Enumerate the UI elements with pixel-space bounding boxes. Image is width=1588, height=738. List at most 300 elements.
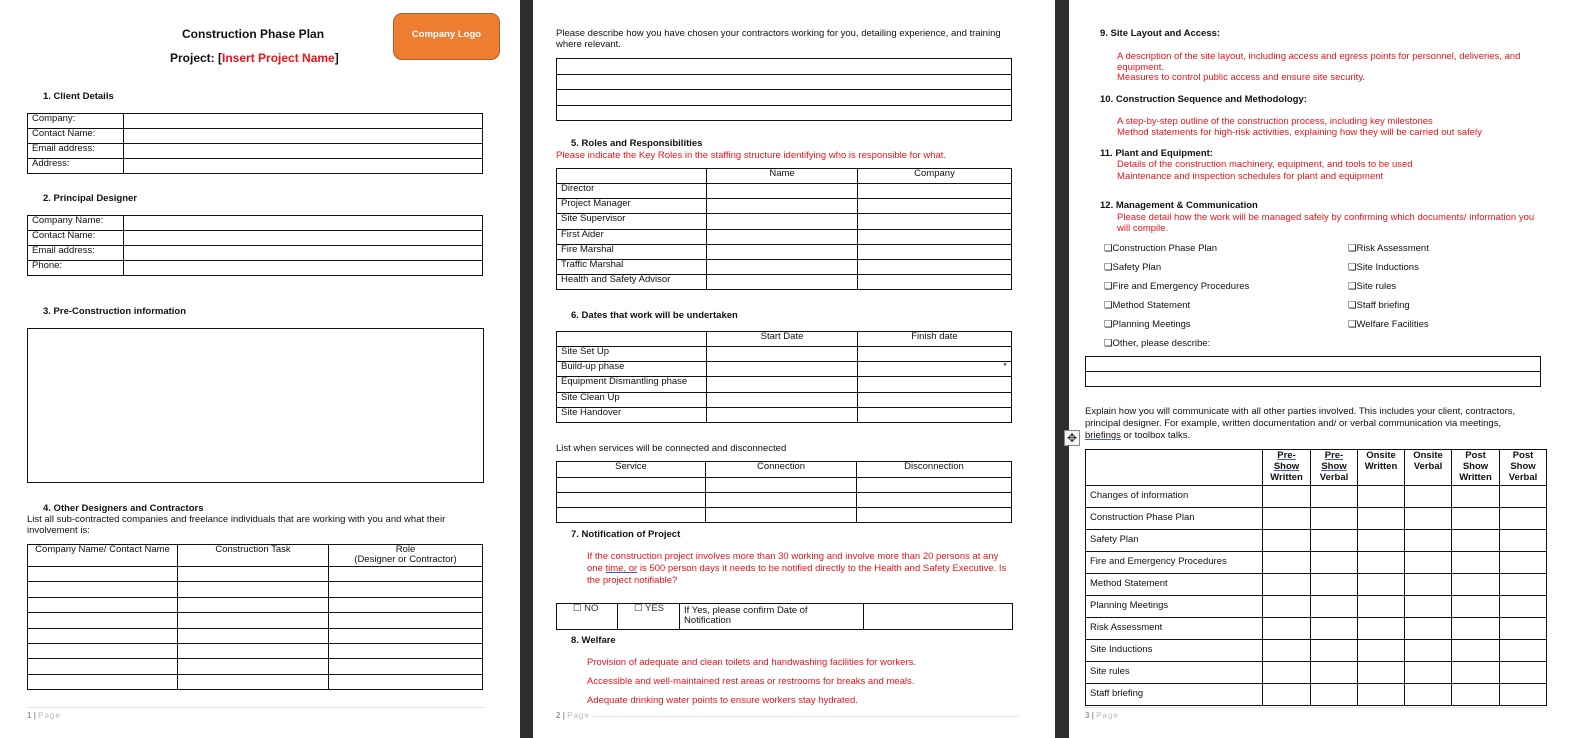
notifiable-no-checkbox[interactable]: ☐ NO <box>557 604 618 630</box>
table-cell[interactable] <box>124 114 483 129</box>
checkbox-fire-emergency[interactable]: ❑Fire and Emergency Procedures <box>1104 281 1250 292</box>
table-cell[interactable] <box>707 407 858 422</box>
column-header: Company Name/ Contact Name <box>28 545 178 567</box>
row-label: Equipment Dismantling phase <box>557 377 707 392</box>
table-row <box>557 74 1012 90</box>
table-cell[interactable] <box>707 347 858 362</box>
table-header-row <box>28 545 483 567</box>
notification-table <box>556 603 1013 630</box>
page-number: 2 <box>556 711 561 720</box>
table-row <box>1086 573 1547 595</box>
column-header <box>1311 450 1358 486</box>
page-footer: 1 | Page <box>27 711 61 720</box>
table-row <box>557 407 1012 422</box>
table-row <box>557 362 1012 377</box>
table-cell[interactable] <box>557 74 1012 90</box>
column-header <box>1452 450 1500 486</box>
table-row <box>28 567 483 582</box>
row-label: Contact Name: <box>28 231 124 246</box>
section-client-details: 1. Client Details <box>43 91 114 102</box>
table-cell[interactable] <box>28 674 178 689</box>
table-cell[interactable] <box>1086 357 1541 372</box>
table-cell[interactable] <box>1358 639 1405 661</box>
row-label: Site Inductions <box>1086 639 1263 661</box>
table-row <box>1086 529 1547 551</box>
column-header <box>1405 450 1452 486</box>
checkbox-welfare-facilities[interactable]: ❑Welfare Facilities <box>1348 319 1429 330</box>
table-row <box>28 159 483 174</box>
table-cell[interactable] <box>1405 617 1452 639</box>
services-table <box>556 461 1012 523</box>
table-row <box>557 275 1012 290</box>
table-cell[interactable] <box>857 478 1012 493</box>
table-row <box>1086 485 1547 507</box>
row-label: Project Manager <box>557 199 707 214</box>
site-layout-text: equipment. <box>1117 62 1165 73</box>
table-cell[interactable] <box>1311 639 1358 661</box>
table-cell[interactable] <box>1452 639 1500 661</box>
header-part: Post Show Verbal <box>1508 450 1538 483</box>
table-cell[interactable] <box>1500 595 1547 617</box>
column-header <box>557 169 707 184</box>
table-cell[interactable] <box>706 478 857 493</box>
table-cell[interactable] <box>28 567 178 582</box>
table-row <box>557 392 1012 407</box>
header-part: Onsite Verbal <box>1413 450 1443 472</box>
plant-text: Details of the construction machinery, equipment, and tools to be used <box>1117 159 1413 170</box>
table-row <box>557 377 1012 392</box>
section-construction-sequence: 10. Construction Sequence and Methodology: <box>1100 94 1307 105</box>
table-cell[interactable] <box>1358 683 1405 705</box>
row-label: Construction Phase Plan <box>1086 507 1263 529</box>
table-cell[interactable] <box>707 377 858 392</box>
communication-table <box>1085 449 1547 706</box>
row-label: Contact Name: <box>28 129 124 144</box>
column-header <box>557 332 707 347</box>
table-cell[interactable] <box>124 159 483 174</box>
section-other-designers: 4. Other Designers and Contractors <box>43 503 204 514</box>
table-cell[interactable] <box>557 59 1012 75</box>
row-label: Address: <box>28 159 124 174</box>
column-header: Company <box>858 169 1012 184</box>
table-cell[interactable] <box>707 214 858 229</box>
table-row <box>557 478 1012 493</box>
notification-text-2c: is 500 person days it needs to be notified directly to the Health and Safety Executive. Is <box>637 563 1007 574</box>
table-cell[interactable] <box>1452 507 1500 529</box>
section-plant-equipment: 11. Plant and Equipment: <box>1100 148 1213 159</box>
table-cell[interactable] <box>1452 551 1500 573</box>
table-cell[interactable] <box>1405 529 1452 551</box>
table-cell[interactable] <box>1500 617 1547 639</box>
table-cell[interactable] <box>1358 529 1405 551</box>
table-row <box>557 184 1012 199</box>
table-cell[interactable] <box>178 659 329 674</box>
roles-desc: Please indicate the Key Roles in the staffing structure identifying who is responsible for what. <box>556 150 947 161</box>
page-2 <box>533 0 1055 738</box>
table-row <box>1086 507 1547 529</box>
table-cell[interactable] <box>28 597 178 612</box>
table-cell[interactable] <box>329 582 483 597</box>
checkbox-risk-assessment[interactable]: ❑Risk Assessment <box>1348 243 1429 254</box>
table-cell[interactable] <box>1405 485 1452 507</box>
table-row <box>28 613 483 628</box>
table-cell[interactable] <box>1405 683 1452 705</box>
table-cell[interactable] <box>1358 507 1405 529</box>
table-cell[interactable] <box>1500 529 1547 551</box>
table-cell[interactable] <box>1452 683 1500 705</box>
table-row <box>28 144 483 159</box>
table-cell[interactable] <box>1405 573 1452 595</box>
briefings-word: briefings <box>1085 430 1121 441</box>
table-cell[interactable] <box>1263 683 1311 705</box>
row-label: Phone: <box>28 261 124 276</box>
header-part: Verbal <box>1319 471 1349 483</box>
section-site-layout: 9. Site Layout and Access: <box>1100 28 1221 39</box>
other-designers-desc-1: List all sub-contracted companies and freelance individuals that are working with you and what their <box>27 514 446 525</box>
row-label: Site Supervisor <box>557 214 707 229</box>
row-label: Site Clean Up <box>557 392 707 407</box>
table-cell[interactable] <box>1500 507 1547 529</box>
row-label: Safety Plan <box>1086 529 1263 551</box>
table-cell: * <box>858 362 1012 377</box>
table-cell[interactable] <box>1311 617 1358 639</box>
sequence-text: A step-by-step outline of the construction process, including key milestones <box>1117 116 1433 127</box>
table-cell[interactable] <box>1452 595 1500 617</box>
notification-text-1: If the construction project involves more than 30 working and involve more than 20 persons at any <box>587 551 999 562</box>
table-row <box>557 259 1012 274</box>
header-part: Post Show Written <box>1459 450 1492 483</box>
notification-date-label: If Yes, please confirm Date of Notification <box>680 604 864 630</box>
table-row <box>557 59 1012 75</box>
table-row <box>28 659 483 674</box>
table-cell[interactable] <box>857 493 1012 508</box>
table-row <box>557 493 1012 508</box>
table-cell[interactable] <box>1405 639 1452 661</box>
table-cell[interactable] <box>329 674 483 689</box>
table-cell[interactable] <box>1358 595 1405 617</box>
contractor-intro-2: where relevant. <box>556 39 621 50</box>
table-cell[interactable] <box>178 567 329 582</box>
table-row <box>1086 357 1541 372</box>
table-cell[interactable] <box>329 628 483 643</box>
table-row <box>28 582 483 597</box>
page-label: Page <box>567 711 590 720</box>
column-header <box>1358 450 1405 486</box>
row-label: Site Set Up <box>557 347 707 362</box>
plant-text: Maintenance and inspection schedules for plant and equipment <box>1117 171 1384 182</box>
table-cell[interactable] <box>28 613 178 628</box>
table-cell[interactable] <box>706 508 857 523</box>
row-label: Staff briefing <box>1086 683 1263 705</box>
explain-tail: or toolbox talks. <box>1120 430 1191 441</box>
table-cell[interactable] <box>1358 551 1405 573</box>
table-cell[interactable] <box>178 613 329 628</box>
table-row <box>28 114 483 129</box>
table-cell[interactable] <box>1452 617 1500 639</box>
column-header: Service <box>557 462 706 478</box>
table-cell[interactable] <box>1405 661 1452 683</box>
row-label: Risk Assessment <box>1086 617 1263 639</box>
table-cell[interactable] <box>1263 595 1311 617</box>
table-cell[interactable] <box>1500 573 1547 595</box>
table-cell[interactable] <box>1500 661 1547 683</box>
checkbox-construction-phase-plan[interactable]: ❑Construction Phase Plan <box>1104 243 1218 254</box>
table-row <box>1086 661 1547 683</box>
table-cell[interactable] <box>557 493 706 508</box>
document-title: Construction Phase Plan <box>182 27 325 41</box>
table-cell[interactable] <box>1358 617 1405 639</box>
management-text: will compile. <box>1117 223 1169 234</box>
table-row <box>1086 551 1547 573</box>
table-cell[interactable] <box>1311 529 1358 551</box>
page-number: 3 <box>1085 711 1090 720</box>
table-row <box>28 246 483 261</box>
row-label: Changes of information <box>1086 485 1263 507</box>
table-row <box>28 261 483 276</box>
table-cell[interactable] <box>1500 485 1547 507</box>
notifiable-yes-checkbox[interactable]: ☐ YES <box>618 604 680 630</box>
table-cell[interactable] <box>707 362 858 377</box>
table-cell[interactable] <box>857 508 1012 523</box>
table-cell[interactable] <box>707 275 858 290</box>
table-row <box>28 597 483 612</box>
table-cell[interactable] <box>1405 595 1452 617</box>
notification-text-2b: time, or <box>605 563 638 574</box>
column-header: Start Date <box>707 332 858 347</box>
notification-date-field[interactable] <box>864 604 1013 630</box>
table-cell[interactable] <box>1500 639 1547 661</box>
table-cell[interactable] <box>178 582 329 597</box>
table-cell[interactable] <box>1500 551 1547 573</box>
table-header-row <box>557 169 1012 184</box>
table-row <box>557 244 1012 259</box>
table-header-row <box>557 462 1012 478</box>
checkbox-method-statement[interactable]: ❑Method Statement <box>1104 300 1191 311</box>
page-number: 1 <box>27 711 32 720</box>
communication-explain-3 <box>1085 430 1190 441</box>
page-footer: 3 | Page <box>1085 711 1119 720</box>
table-cell[interactable] <box>1263 529 1311 551</box>
roles-table <box>556 168 1012 290</box>
communication-explain-2: principal designer. For example, written documentation and/ or verbal communication via meetings, <box>1085 418 1502 429</box>
table-cell[interactable] <box>1311 551 1358 573</box>
row-label: Email address: <box>28 246 124 261</box>
checkbox-other[interactable]: ❑Other, please describe: <box>1104 338 1211 349</box>
column-header: Finish date <box>858 332 1012 347</box>
header-part: Onsite Written <box>1364 450 1398 472</box>
table-cell[interactable] <box>329 613 483 628</box>
table-cell[interactable] <box>1405 551 1452 573</box>
table-cell[interactable] <box>858 259 1012 274</box>
table-row <box>28 231 483 246</box>
table-cell[interactable] <box>1358 485 1405 507</box>
table-row <box>28 674 483 689</box>
table-row <box>557 90 1012 106</box>
row-label: Fire Marshal <box>557 244 707 259</box>
table-row <box>28 643 483 658</box>
table-header-row <box>1086 450 1547 486</box>
table-cell[interactable] <box>707 184 858 199</box>
page-footer: 2 | Page <box>556 711 593 720</box>
table-cell[interactable] <box>707 199 858 214</box>
column-header: Disconnection <box>857 462 1012 478</box>
table-cell[interactable] <box>1452 573 1500 595</box>
table-cell[interactable] <box>329 597 483 612</box>
page-label: Page <box>1096 711 1119 720</box>
notification-text-3: the project notifiable? <box>587 575 678 586</box>
welfare-item: Provision of adequate and clean toilets and handwashing facilities for workers. <box>587 657 916 668</box>
column-header: Connection <box>706 462 857 478</box>
table-row <box>557 199 1012 214</box>
table-cell[interactable] <box>329 643 483 658</box>
table-cell[interactable] <box>858 407 1012 422</box>
table-cell[interactable] <box>1263 639 1311 661</box>
table-row <box>1086 595 1547 617</box>
project-suffix: ] <box>334 51 339 65</box>
table-cell[interactable] <box>707 259 858 274</box>
row-label: Planning Meetings <box>1086 595 1263 617</box>
table-cell[interactable] <box>1452 485 1500 507</box>
table-cell[interactable] <box>858 244 1012 259</box>
table-row <box>1086 617 1547 639</box>
table-cell[interactable] <box>707 244 858 259</box>
row-label: Email address: <box>28 144 124 159</box>
site-layout-text: Measures to control public access and ensure site security. <box>1117 72 1365 83</box>
contractor-intro-1: Please describe how you have chosen your contractors working for you, detailing experience, and training <box>556 28 1001 39</box>
table-cell[interactable] <box>557 105 1012 121</box>
row-label: Health and Safety Advisor <box>557 275 707 290</box>
table-cell[interactable] <box>124 129 483 144</box>
checkbox-safety-plan[interactable]: ❑Safety Plan <box>1104 262 1162 273</box>
section-welfare: 8. Welfare <box>571 635 616 646</box>
table-cell[interactable] <box>1263 507 1311 529</box>
table-cell[interactable] <box>1500 683 1547 705</box>
table-cell[interactable] <box>707 229 858 244</box>
table-cell[interactable] <box>1263 617 1311 639</box>
column-header: Name <box>707 169 858 184</box>
table-cell[interactable] <box>707 392 858 407</box>
row-label: Site Handover <box>557 407 707 422</box>
checkbox-site-rules[interactable]: ❑Site rules <box>1348 281 1397 292</box>
table-cell[interactable] <box>858 229 1012 244</box>
notification-text-2a: one <box>587 563 606 574</box>
row-label: Fire and Emergency Procedures <box>1086 551 1263 573</box>
table-cell[interactable] <box>1452 529 1500 551</box>
table-cell[interactable] <box>1086 372 1541 387</box>
table-cell[interactable] <box>28 643 178 658</box>
header-part: Pre- Show <box>1273 450 1300 472</box>
checkbox-staff-briefing[interactable]: ❑Staff briefing <box>1348 300 1410 311</box>
site-layout-text: A description of the site layout, including access and egress points for personnel, deliveries, and <box>1117 51 1521 62</box>
table-row <box>28 216 483 231</box>
table-cell[interactable] <box>28 582 178 597</box>
row-label: Site rules <box>1086 661 1263 683</box>
services-label: List when services will be connected and disconnected <box>556 443 787 454</box>
table-cell[interactable] <box>1311 661 1358 683</box>
column-header <box>1263 450 1311 486</box>
section-management: 12. Management & Communication <box>1100 200 1258 211</box>
table-row <box>557 347 1012 362</box>
table-cell[interactable] <box>858 199 1012 214</box>
table-cell[interactable] <box>1311 683 1358 705</box>
table-cell[interactable] <box>557 478 706 493</box>
checkbox-planning-meetings[interactable]: ❑Planning Meetings <box>1104 319 1191 330</box>
table-cell[interactable] <box>329 567 483 582</box>
contractor-selection-table <box>556 58 1012 121</box>
table-cell[interactable] <box>28 628 178 643</box>
other-designers-desc-2: involvement is: <box>27 525 90 536</box>
table-cell[interactable] <box>1311 507 1358 529</box>
table-cell[interactable] <box>124 144 483 159</box>
table-cell[interactable] <box>557 90 1012 106</box>
table-cell[interactable] <box>1358 573 1405 595</box>
table-cell[interactable] <box>1311 595 1358 617</box>
table-cell[interactable] <box>1311 573 1358 595</box>
table-cell[interactable] <box>329 659 483 674</box>
other-designers-table <box>27 544 483 690</box>
table-cell[interactable] <box>28 659 178 674</box>
table-cell[interactable] <box>1405 507 1452 529</box>
column-header <box>1500 450 1547 486</box>
table-cell[interactable] <box>1452 661 1500 683</box>
checkbox-site-inductions[interactable]: ❑Site Inductions <box>1348 262 1419 273</box>
table-cell[interactable] <box>178 643 329 658</box>
row-label: Director <box>557 184 707 199</box>
table-cell[interactable] <box>178 628 329 643</box>
table-cell[interactable] <box>124 261 483 276</box>
table-cell[interactable] <box>706 493 857 508</box>
table-cell[interactable] <box>124 231 483 246</box>
table-cell[interactable] <box>1263 573 1311 595</box>
client-details-table <box>27 113 483 174</box>
principal-designer-table <box>27 215 483 276</box>
table-cell[interactable] <box>178 674 329 689</box>
dates-table <box>556 331 1012 423</box>
company-logo[interactable]: Company Logo <box>393 13 500 60</box>
section-notification: 7. Notification of Project <box>571 529 681 540</box>
table-move-handle-icon[interactable]: ✥ <box>1064 430 1080 446</box>
other-describe-table <box>1085 356 1541 387</box>
table-cell[interactable] <box>557 508 706 523</box>
table-cell[interactable] <box>1311 485 1358 507</box>
table-cell[interactable] <box>178 597 329 612</box>
table-cell[interactable] <box>858 392 1012 407</box>
management-text: Please detail how the work will be managed safely by confirming which documents/ information you <box>1117 212 1535 223</box>
table-cell[interactable] <box>858 214 1012 229</box>
column-header: Role (Designer or Contractor) <box>329 545 483 567</box>
column-header <box>1086 450 1263 486</box>
table-cell[interactable] <box>1263 661 1311 683</box>
row-label: Method Statement <box>1086 573 1263 595</box>
table-cell[interactable] <box>1263 551 1311 573</box>
pre-construction-textbox[interactable] <box>27 328 484 483</box>
header-part: Pre- Show <box>1321 450 1347 472</box>
page-3 <box>1066 0 1588 738</box>
table-cell[interactable] <box>858 184 1012 199</box>
project-name[interactable]: Insert Project Name <box>222 51 335 65</box>
sequence-text: Method statements for high-risk activities, explaining how they will be carried out safely <box>1117 127 1482 138</box>
table-cell[interactable] <box>858 347 1012 362</box>
row-label: Company Name: <box>28 216 124 231</box>
table-cell[interactable] <box>124 246 483 261</box>
page-1 <box>0 0 520 738</box>
table-cell[interactable] <box>858 275 1012 290</box>
table-cell[interactable] <box>1358 661 1405 683</box>
table-cell[interactable] <box>1263 485 1311 507</box>
table-cell[interactable] <box>124 216 483 231</box>
table-cell[interactable] <box>858 377 1012 392</box>
table-row <box>1086 639 1547 661</box>
